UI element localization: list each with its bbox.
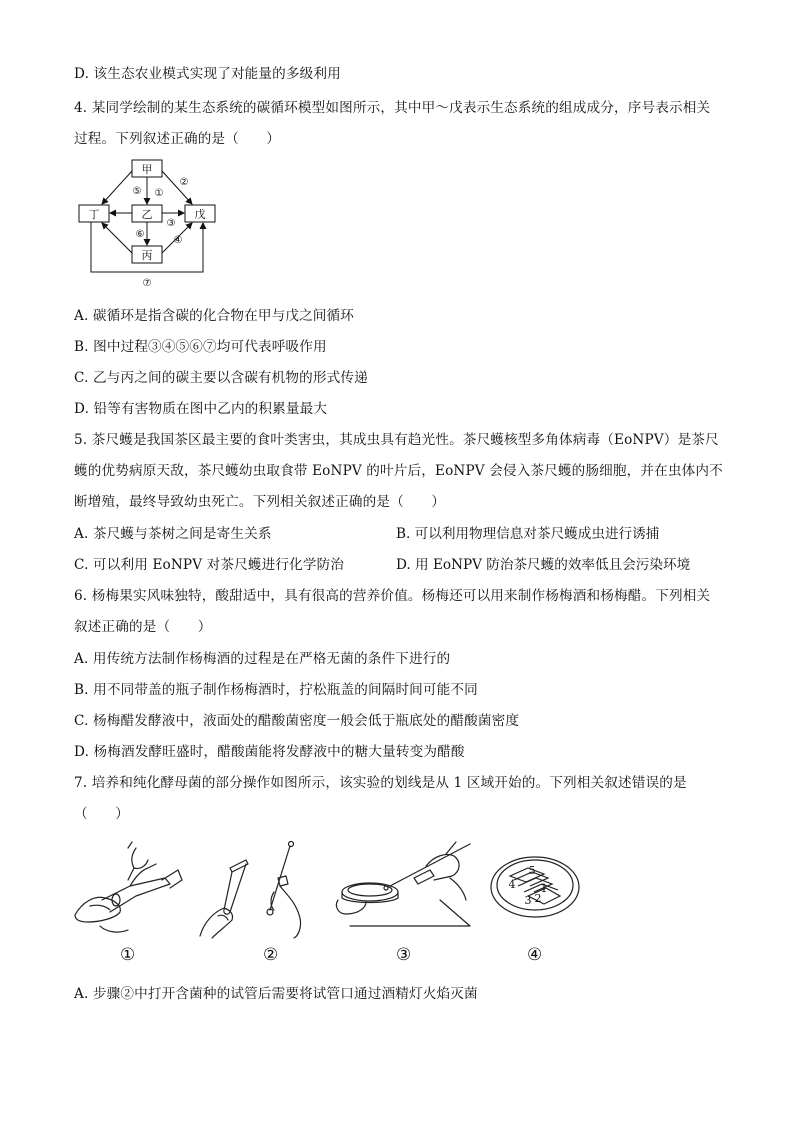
arrow-5-label: ⑤ [132, 186, 142, 197]
dish-region-1: 1 [540, 882, 548, 895]
q3-option-d: D. 该生态农业模式实现了对能量的多级利用 [74, 66, 341, 82]
q6-stem-line2: 叙述正确的是（ ） [74, 619, 212, 635]
q5-option-b: B. 可以利用物理信息对茶尺蠖成虫进行诱捕 [396, 526, 660, 542]
q4-option-c: C. 乙与丙之间的碳主要以含碳有机物的形式传递 [74, 370, 368, 386]
arrow-2-label: ② [179, 177, 189, 188]
q7-stem-line2: （ ） [74, 806, 129, 822]
node-yi-label: 乙 [141, 208, 153, 221]
step-2-illustration [190, 840, 320, 940]
q5-stem-line2: 蠖的优势病原天敌，茶尺蠖幼虫取食带 EoNPV 的叶片后，EoNPV 会侵入茶尺蠖的肠细胞，并在虫体内不 [74, 463, 723, 479]
q4-option-d: D. 铅等有害物质在图中乙内的积累量最大 [74, 401, 328, 417]
arrow-4-label: ④ [173, 235, 183, 246]
q6-stem-line1: 6. 杨梅果实风味独特，酸甜适中，具有很高的营养价值。杨梅还可以用来制作杨梅酒和杨梅醋。下列相关 [74, 588, 711, 604]
q6-option-b: B. 用不同带盖的瓶子制作杨梅酒时，拧松瓶盖的间隔时间可能不同 [74, 682, 478, 698]
q7-option-a: A. 步骤②中打开含菌种的试管后需要将试管口通过酒精灯火焰灭菌 [74, 986, 478, 1002]
dish-region-2: 2 [534, 892, 542, 905]
q5-option-d: D. 用 EoNPV 防治茶尺蠖的效率低且会污染环境 [396, 557, 691, 573]
q6-option-c: C. 杨梅醋发酵液中，液面处的醋酸菌密度一般会低于瓶底处的醋酸菌密度 [74, 713, 520, 729]
node-bing-label: 丙 [141, 249, 153, 262]
q6-option-a: A. 用传统方法制作杨梅酒的过程是在严格无菌的条件下进行的 [74, 651, 451, 667]
node-ding-label: 丁 [88, 208, 100, 221]
arrow-bing-ding [102, 223, 132, 253]
carbon-cycle-diagram [74, 155, 224, 290]
arrow-3-label: ③ [166, 218, 176, 229]
arrow-5 [102, 171, 132, 204]
step-4-illustration [488, 852, 583, 922]
dish-region-5: 5 [528, 864, 536, 877]
step-3-label: ③ [396, 945, 412, 965]
dish-region-3: 3 [524, 894, 532, 907]
arrow-1-label: ① [154, 188, 164, 199]
step-1-illustration [70, 840, 185, 940]
q4-stem-line2: 过程。下列叙述正确的是（ ） [74, 131, 281, 147]
q5-option-c: C. 可以利用 EoNPV 对茶尺蠖进行化学防治 [74, 557, 345, 573]
step-2-label: ② [263, 945, 279, 965]
node-jia-label: 甲 [141, 163, 153, 176]
q4-stem-line1: 4. 某同学绘制的某生态系统的碳循环模型如图所示，其中甲～戊表示生态系统的组成成分，序号表示相关 [74, 100, 711, 116]
q6-option-d: D. 杨梅酒发酵旺盛时，醋酸菌能将发酵液中的糖大量转变为醋酸 [74, 744, 465, 760]
arrow-6-label: ⑥ [135, 229, 145, 240]
q7-stem-line1: 7. 培养和纯化酵母菌的部分操作如图所示，该实验的划线是从 1 区域开始的。下列相关叙述错误的是 [74, 775, 687, 791]
step-3-illustration [330, 840, 485, 940]
q5-stem-line1: 5. 茶尺蠖是我国茶区最主要的食叶类害虫，其成虫具有趋光性。茶尺蠖核型多角体病毒（EoNPV）是茶尺 [74, 432, 719, 448]
q4-option-b: B. 图中过程③④⑤⑥⑦均可代表呼吸作用 [74, 339, 327, 355]
node-wu-label: 戊 [194, 208, 206, 221]
q4-option-a: A. 碳循环是指含碳的化合物在甲与戊之间循环 [74, 308, 355, 324]
dish-region-4: 4 [508, 878, 516, 891]
q5-stem-line3: 断增殖，最终导致幼虫死亡。下列相关叙述正确的是（ ） [74, 494, 446, 510]
step-4-label: ④ [527, 945, 543, 965]
q5-option-a: A. 茶尺蠖与茶树之间是寄生关系 [74, 526, 272, 542]
arrow-7-label: ⑦ [142, 278, 152, 289]
step-1-label: ① [120, 945, 136, 965]
